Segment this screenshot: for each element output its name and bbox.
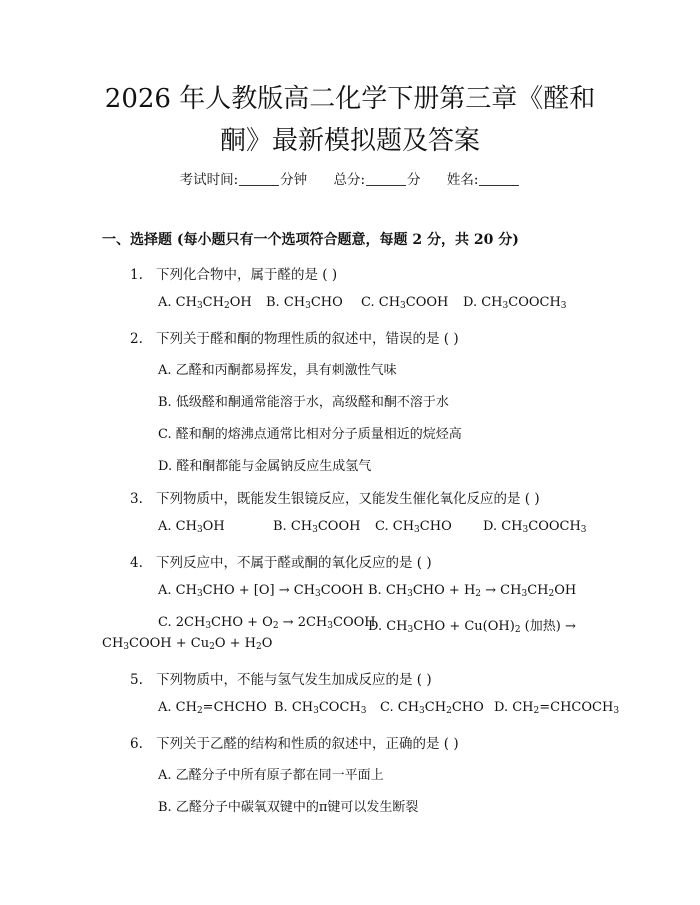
question-2-option-d[interactable]: D. 醛和酮都能与金属钠反应生成氢气 — [158, 459, 372, 474]
student-name-label: 姓名: — [446, 172, 479, 188]
title-line-1: 2026 年人教版高二化学下册第三章《醛和 — [104, 84, 596, 114]
exam-time — [180, 172, 308, 188]
option-a[interactable]: A. $CH_3CHO + [O]$ → $CH_3COOH$ — [158, 583, 364, 599]
question-3 — [130, 487, 540, 507]
question-number: 1. — [130, 267, 143, 283]
question-stem: 下列化合物中，属于醛的是 ( ) — [156, 267, 338, 283]
question-number: 6. — [130, 736, 143, 752]
question-2 — [130, 327, 459, 347]
question-number: 2. — [130, 331, 143, 347]
question-stem: 下列关于乙醛的结构和性质的叙述中，正确的是 ( ) — [156, 736, 459, 752]
exam-time-label: 考试时间: — [179, 172, 239, 188]
question-stem: 下列反应中，不属于醛或酮的氧化反应的是 ( ) — [156, 555, 432, 571]
question-number: 5. — [130, 672, 143, 688]
question-6 — [130, 732, 459, 752]
title-line-2: 酮》最新模拟题及答案 — [219, 126, 480, 156]
option-b[interactable]: B. $CH_3CHO + H_2 \to CH_3CH_2OH$ — [368, 583, 577, 599]
question-stem: 下列物质中，既能发生银镜反应，又能发生催化氧化反应的是 ( ) — [156, 491, 540, 507]
section-title: 一、选择题 (每小题只有一个选项符合题意，每题 2 分，共 20 分) — [102, 232, 519, 248]
option-c[interactable]: C. $CH_3CH_2CHO$ — [380, 700, 484, 716]
question-6-option-b[interactable]: B. 乙醛分子中碳氧双键中的π键可以发生断裂 — [158, 800, 419, 815]
option-d[interactable]: D. $CH_2=CHCOCH_3$ — [494, 700, 620, 716]
option-c[interactable]: C. $CH_3COOH$ — [361, 295, 449, 311]
question-6-option-a[interactable]: A. 乙醛分子中所有原子都在同一平面上 — [158, 768, 384, 783]
total-score-unit: 分 — [407, 172, 421, 188]
document-title — [90, 78, 610, 162]
exam-time-blank[interactable] — [239, 172, 279, 186]
option-b[interactable]: B. $CH_3COCH_3$ — [274, 700, 367, 716]
student-name — [447, 172, 521, 188]
total-score-label: 总分: — [333, 172, 366, 188]
question-2-option-b[interactable]: B. 低级醛和酮通常能溶于水，高级醛和酮不溶于水 — [158, 395, 449, 410]
student-name-blank[interactable] — [479, 172, 519, 186]
option-d[interactable]: D. $CH_3COOCH_3$ — [463, 295, 567, 311]
question-number: 4. — [130, 555, 143, 571]
total-score — [333, 172, 420, 188]
question-stem: 下列关于醛和酮的物理性质的叙述中，错误的是 ( ) — [156, 331, 459, 347]
total-score-blank[interactable] — [366, 172, 406, 186]
option-d[interactable]: D. $CH_3CHO + Cu(OH)_2$ (加热) → — [368, 619, 576, 635]
question-5 — [130, 668, 432, 688]
exam-time-unit: 分钟 — [280, 172, 308, 188]
option-d[interactable]: D. $CH_3COOCH_3$ — [483, 519, 587, 535]
question-4 — [130, 551, 432, 571]
exam-info — [0, 168, 700, 188]
question-number: 3. — [130, 491, 143, 507]
option-c[interactable]: C. $CH_3CHO$ — [375, 519, 452, 535]
option-a[interactable]: A. $CH_2=CHCHO$ — [158, 700, 267, 716]
option-b[interactable]: B. $CH_3COOH$ — [273, 519, 361, 535]
question-2-option-c[interactable]: C. 醛和酮的熔沸点通常比相对分子质量相近的烷烃高 — [158, 427, 462, 442]
question-2-option-a[interactable]: A. 乙醛和丙酮都易挥发，具有刺激性气味 — [158, 363, 397, 378]
option-c[interactable]: C. $2CH_3CHO + O_2$ → $2CH_3COOH$ — [158, 615, 376, 631]
option-b[interactable]: B. $CH_3CHO$ — [266, 295, 343, 311]
option-a[interactable]: A. $CH_3CH_2OH$ — [158, 295, 252, 311]
question-1 — [130, 263, 337, 283]
option-a[interactable]: A. $CH_3OH$ — [158, 519, 225, 535]
question-stem: 下列物质中，不能与氢气发生加成反应的是 ( ) — [156, 672, 432, 688]
option-d-continued: $CH_3COOH + Cu_2O + H_2O$ — [102, 636, 273, 652]
